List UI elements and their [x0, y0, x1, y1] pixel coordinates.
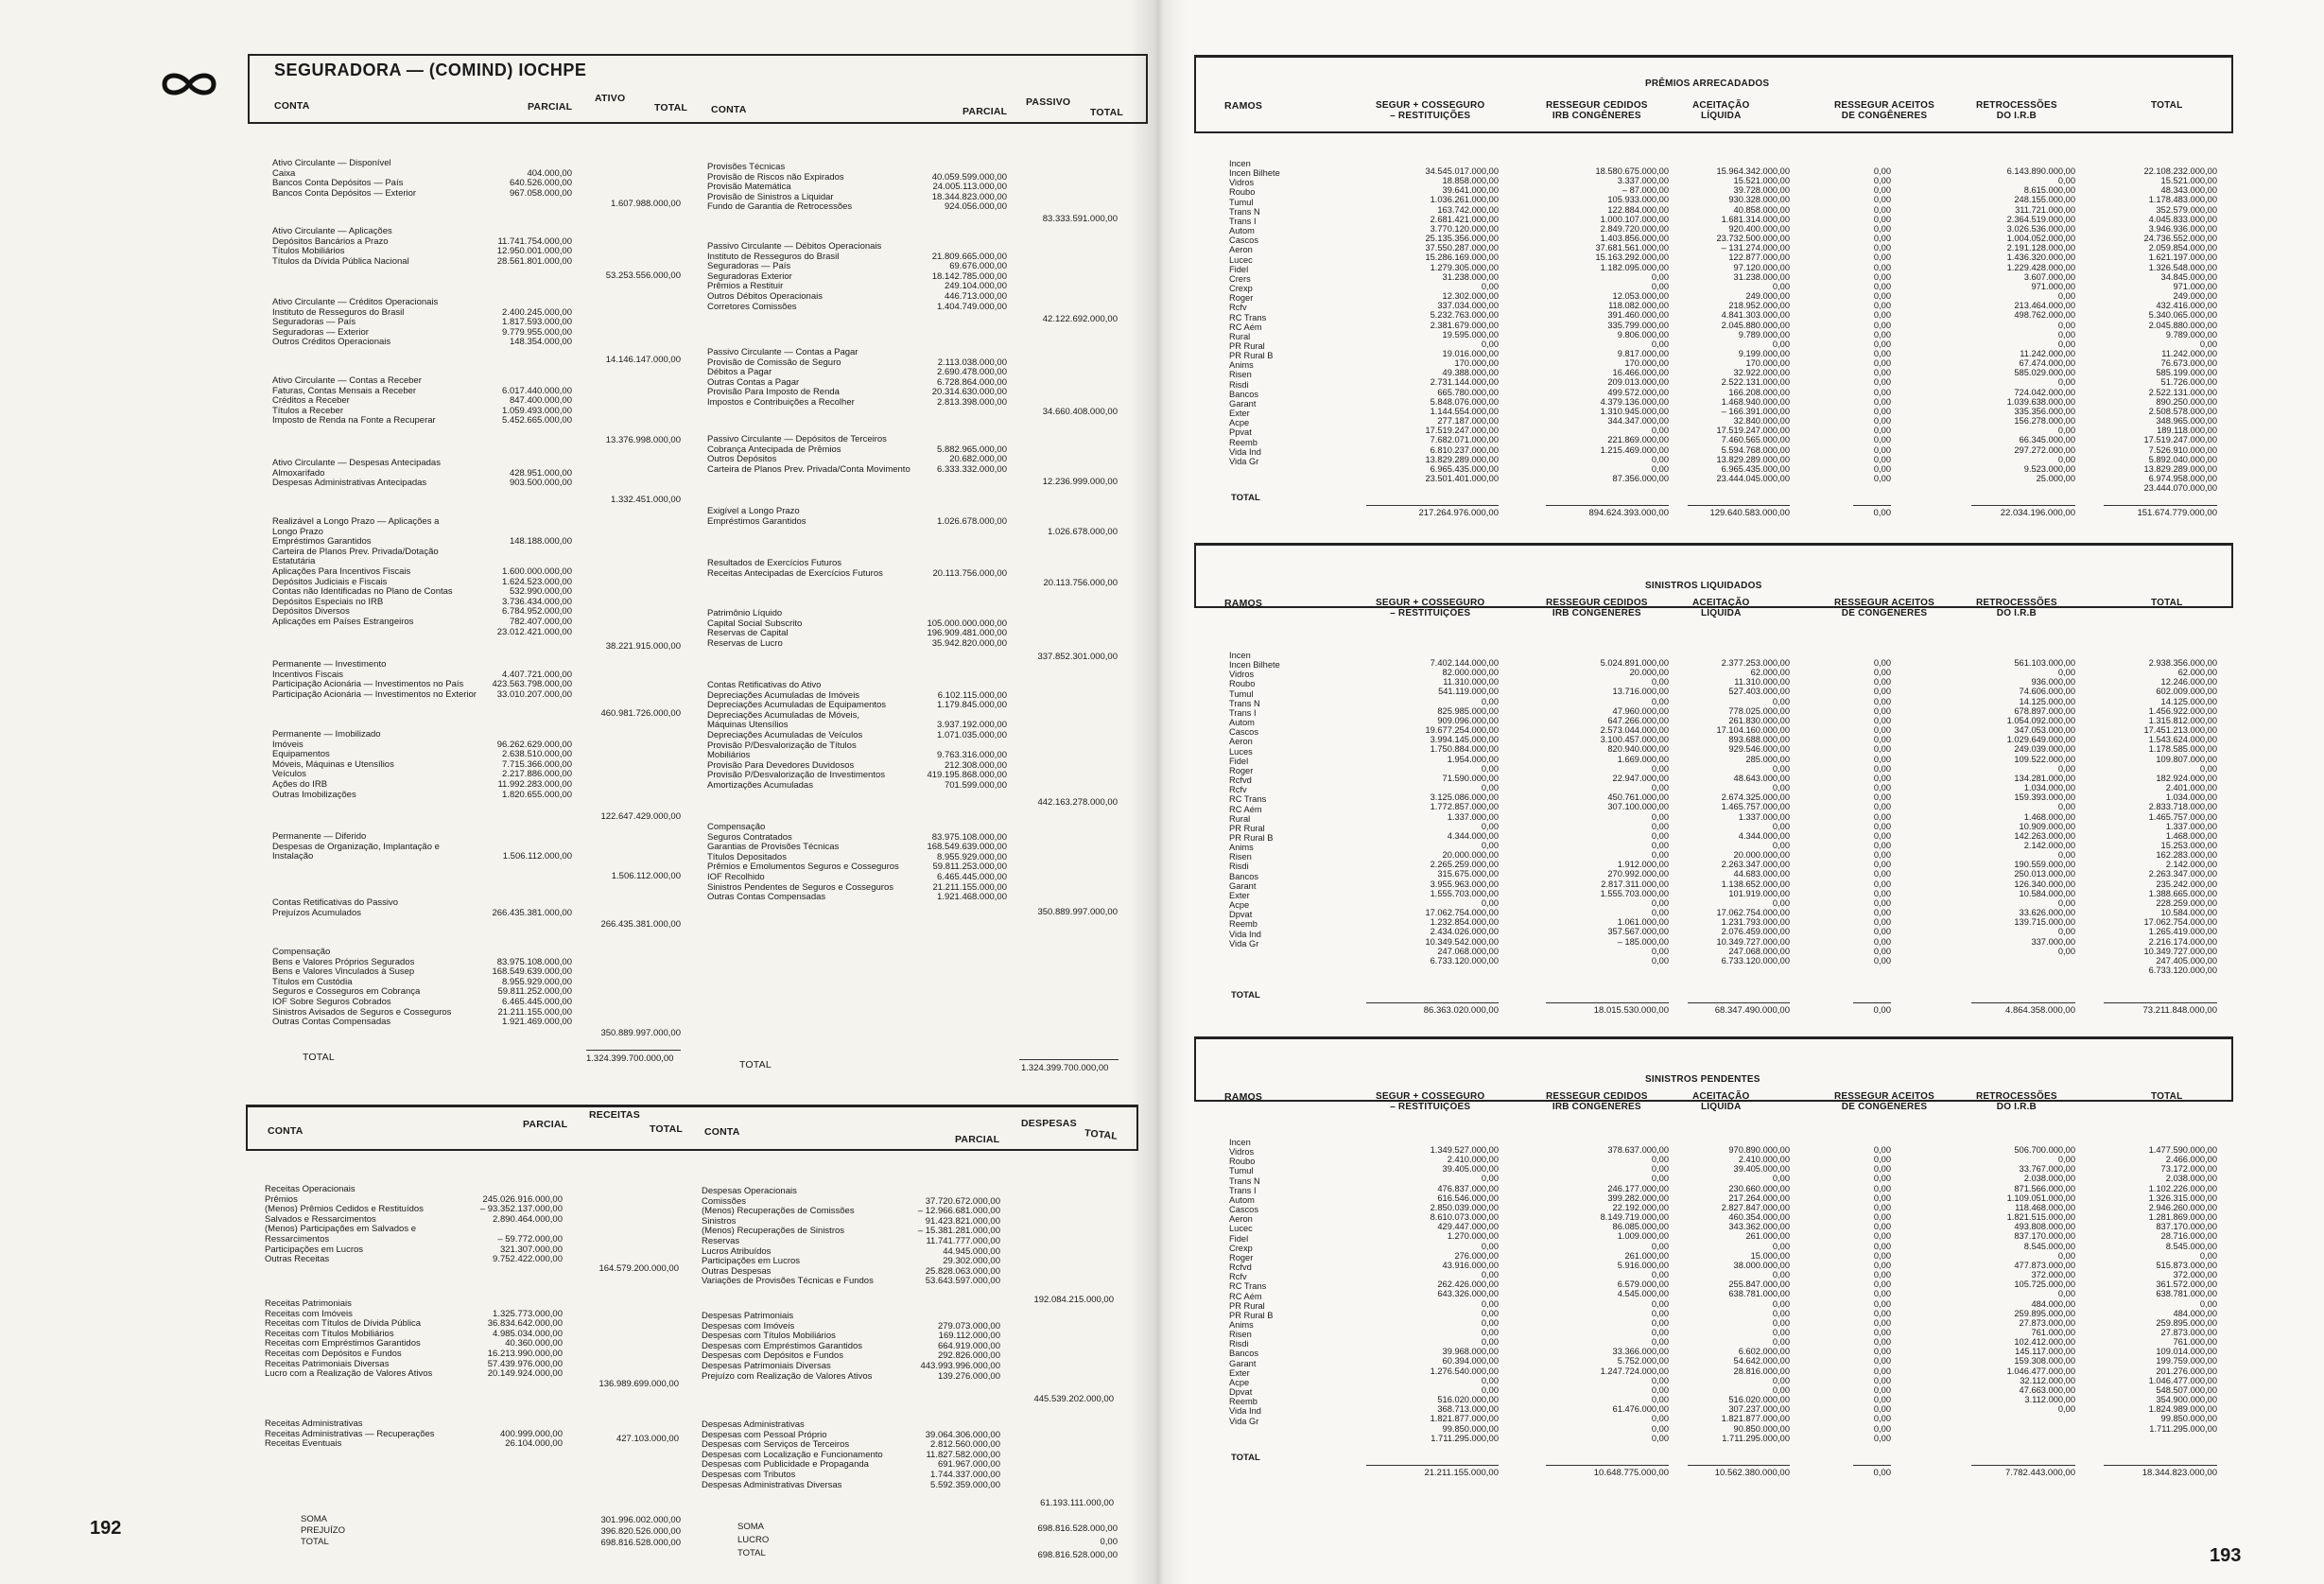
desp-parcial-header: PARCIAL	[955, 1134, 1000, 1145]
passivo-group-labels: Patrimônio Líquido Capital Social Subscrito Reservas de Capital Reservas de Lucro	[707, 608, 803, 649]
passivo-group-parcial: 5.882.965.000,00 20.682.000,00 6.333.332.000,00	[937, 444, 1007, 475]
despesas-group-total: 192.084.215.000,00	[1033, 1295, 1114, 1305]
passivo-group-parcial: 1.026.678.000,00	[937, 515, 1007, 527]
table-total-c2: 10.648.775.000,00	[1593, 1468, 1669, 1478]
passivo-grand-total: 1.324.399.700.000,00	[1021, 1063, 1109, 1073]
desp-total-header: TOTAL	[1084, 1127, 1119, 1142]
table-col-values-c3: 2.377.253.000,00 62.000,00 11.310.000,00 527.403.000,00 0,00 778.025.000,00 261.830.000,00 17.104.160.000,00 893.688.000,00 929.546.000,00 285.000,00 0,00 48.643.000,00 0,00 2.674.325.000,00 1.465.757.000,00 1.337.000,00 0,00 4.344.000,00 0,00 20.000.000,00 2.263.347.000,00 44.683.000,00 1.138.652.000,00 101.919.000,00 0,00 17.062.754.000,00 1.231.793.000,00 2.076.459.000,00 10.349.727.000,00 247.068.000,00 6.733.120.000,00	[1716, 658, 1790, 966]
ativo-group-parcial: 404.000,00 640.526.000,00 967.058.000,00	[509, 167, 572, 199]
passivo-total-header: TOTAL	[1090, 107, 1124, 118]
table-total-c4: 0,00	[1873, 1005, 1891, 1016]
despesas-summary-labels: SOMA LUCRO TOTAL	[737, 1522, 770, 1558]
ativo-group-total: 13.376.998.000,00	[605, 435, 681, 445]
table-col-values-c4: 0,00 0,00 0,00 0,00 0,00 0,00 0,00 0,00 0,00 0,00 0,00 0,00 0,00 0,00 0,00 0,00 0,00 0,00 0,00 0,00 0,00 0,00 0,00 0,00 0,00 0,00 0,00 0,00 0,00 0,00 0,00	[1873, 1145, 1891, 1443]
passivo-group-total: 42.122.692.000,00	[1042, 314, 1118, 324]
passivo-group-total: 12.236.999.000,00	[1042, 477, 1118, 487]
passivo-group-total: 1.026.678.000,00	[1048, 527, 1118, 537]
passivo-group-parcial: 105.000.000.000,00 196.909.481.000,00 35.942.820.000,00	[927, 618, 1007, 649]
despesas-group-total: 61.193.111.000,00	[1040, 1498, 1114, 1508]
table-header-box	[1194, 55, 2233, 133]
ativo-group-total: 38.221.915.000,00	[605, 641, 681, 652]
table-col-values-c4: 0,00 0,00 0,00 0,00 0,00 0,00 0,00 0,00 0,00 0,00 0,00 0,00 0,00 0,00 0,00 0,00 0,00 0,00 0,00 0,00 0,00 0,00 0,00 0,00 0,00 0,00 0,00 0,00 0,00 0,00 0,00 0,00 0,00	[1873, 166, 1891, 483]
table-col-values-c1: 34.545.017.000,00 18.858.000,00 39.641.000,00 1.036.261.000,00 163.742.000,00 2.681.421.000,00 3.770.120.000,00 25.135.356.000,00 37.550.287.000,00 15.286.169.000,00 1.279.305.000,00 31.238.000,00 0,00 12.302.000,00 337.034.000,00 5.232.763.000,00 2.381.679.000,00 19.595.000,00 0,00 19.016.000,00 170.000,00 49.388.000,00 2.731.144.000,00 665.780.000,00 5.848.076.000,00 1.144.554.000,00 277.187.000,00 17.519.247.000,00 7.682.071.000,00 6.810.237.000,00 13.829.289.000,00 6.965.435.000,00 23.501.401.000,00	[1425, 166, 1499, 483]
ativo-parcial-header: PARCIAL	[528, 101, 573, 113]
passivo-group-labels: Passivo Circulante — Depósitos de Terceiros Cobrança Antecipada de Prêmios Outros Depósitos Carteira de Planos Prev. Privada/Conta Movimento	[707, 434, 911, 475]
result-header-box	[246, 1105, 1138, 1151]
ativo-group-parcial: 428.951.000,00 903.500.000,00	[509, 467, 572, 489]
table-col-header-c2: RESSEGUR CEDIDOS IRB CONGÊNERES	[1546, 1091, 1648, 1112]
receitas-group-labels: Receitas Operacionais Prêmios (Menos) Prêmios Cedidos e Restituídos Salvados e Ressarcimentos (Menos) Participações em Salvados e Ressarcimentos Participações em Lucros Outras Receitas	[265, 1184, 424, 1265]
ativo-header: ATIVO	[595, 93, 626, 104]
company-title: SEGURADORA — (COMIND) IOCHPE	[274, 61, 587, 79]
ativo-grand-total: 1.324.399.700.000,00	[586, 1053, 674, 1064]
table-total-c6: 18.344.823.000,00	[2142, 1468, 2217, 1478]
table-col-header-c6: TOTAL	[2151, 100, 2183, 111]
passivo-group-parcial: 6.102.115.000,00 1.179.845.000,00 3.937.192.000,00 1.071.035.000,00 9.763.316.000,00 212.308.000,00 419.195.868.000,00 701.599.000,00	[927, 689, 1007, 791]
passivo-conta-header: CONTA	[711, 104, 747, 115]
table-total-rule	[1971, 505, 2075, 506]
table-total-rule	[1853, 1002, 1891, 1003]
passivo-group-labels: Provisões Técnicas Provisão de Riscos não Expirados Provisão Matemática Provisão de Sinistros a Liquidar Fundo de Garantia de Retrocessões	[707, 162, 853, 213]
passivo-group-labels: Contas Retificativas do Ativo Depreciações Acumuladas de Imóveis Depreciações Acumuladas de Equipamentos Depreciações Acumuladas de Móveis, Máquinas Utensílios Depreciações Acumuladas de Veículos Provisão P/Desvalorização de Títulos Mobiliários Provisão Para Devedores Duvidosos Provisão P/Desvalorização de Investimentos Amortizações Acumuladas	[707, 680, 887, 791]
rec-conta-header: CONTA	[268, 1125, 304, 1137]
ativo-conta-header: CONTA	[274, 100, 310, 112]
ramos-list: Incen Vidros Roubo Tumul Trans N Trans I Autom Cascos Aeron Lucec Fidel Crexp Roger Rcfvd Rcfv RC Trans RC Aém PR Rural PR Rural B Anims Risen Risdi Bancos Garant Exter Acpe Dpvat Reemb Vida Ind Vida Gr	[1229, 1138, 1274, 1426]
table-total-rule	[1971, 1465, 2075, 1466]
table-col-values-c1: 7.402.144.000,00 82.000.000,00 11.310.000,00 541.119.000,00 0,00 825.985.000,00 909.096.000,00 19.677.254.000,00 3.994.145.000,00 1.750.884.000,00 1.954.000,00 0,00 71.590.000,00 0,00 3.125.086.000,00 1.772.857.000,00 1.337.000,00 0,00 4.344.000,00 0,00 20.000.000,00 2.265.259.000,00 315.675.000,00 3.955.963.000,00 1.555.703.000,00 0,00 17.062.754.000,00 1.232.854.000,00 2.434.026.000,00 10.349.542.000,00 247.068.000,00 6.733.120.000,00	[1425, 658, 1499, 966]
passivo-group-parcial: 40.059.599.000,00 24.005.113.000,00 18.344.823.000,00 924.056.000,00	[931, 171, 1007, 213]
ativo-group-total: 266.435.381.000,00	[600, 919, 681, 930]
table-total-rule	[1971, 1002, 2075, 1003]
rec-total-header: TOTAL	[650, 1123, 684, 1135]
book-gutter	[1130, 0, 1187, 1584]
passivo-group-total: 20.113.756.000,00	[1043, 578, 1118, 588]
table-col-header-c6: TOTAL	[2151, 598, 2183, 608]
table-total-label: TOTAL	[1231, 1453, 1260, 1463]
table-col-values-c2: 5.024.891.000,00 20.000,00 0,00 13.716.000,00 0,00 47.960.000,00 647.266.000,00 2.573.044.000,00 3.100.457.000,00 820.940.000,00 1.669.000,00 0,00 22.947.000,00 0,00 450.761.000,00 307.100.000,00 0,00 0,00 0,00 0,00 0,00 1.912.000,00 270.992.000,00 2.817.311.000,00 1.555.703.000,00 0,00 0,00 1.061.000,00 357.567.000,00 – 185.000,00 0,00 0,00	[1600, 658, 1669, 966]
passivo-group-total: 83.333.591.000,00	[1042, 214, 1118, 224]
ativo-total-header: TOTAL	[654, 102, 688, 113]
passivo-parcial-header: PARCIAL	[963, 106, 1008, 117]
table-total-c2: 18.015.530.000,00	[1593, 1005, 1669, 1016]
table-col-header-c5: RETROCESSÕES DO I.R.B	[1976, 100, 2057, 121]
left-page-number: 192	[90, 1518, 122, 1539]
table-col-header-c2: RESSEGUR CEDIDOS IRB CONGÊNERES	[1546, 100, 1648, 121]
ativo-group-labels: Compensação Bens e Valores Próprios Segurados Bens e Valores Vinculados à Susep Títulos em Custódia Seguros e Cosseguros em Cobrança IOF Sobre Seguros Cobrados Sinistros Avisados de Seguros e Cosseguros Outras Contas Compensadas	[272, 947, 452, 1028]
table-col-values-c2: 378.637.000,00 0,00 0,00 0,00 246.177.000,00 399.282.000,00 22.192.000,00 8.149.719.000,00 86.085.000,00 1.009.000,00 0,00 261.000,00 5.916.000,00 0,00 6.579.000,00 4.545.000,00 0,00 0,00 0,00 0,00 0,00 33.366.000,00 5.752.000,00 1.247.724.000,00 0,00 0,00 0,00 61.476.000,00 0,00 0,00 0,00	[1600, 1145, 1669, 1443]
despesas-header: DESPESAS	[1021, 1118, 1077, 1129]
ativo-group-labels: Realizável a Longo Prazo — Aplicações a Longo Prazo Empréstimos Garantidos Carteira de Planos Prev. Privada/Dotação Estatutária Aplicações Para Incentivos Fiscais Depósitos Judiciais e Fiscais Contas não Identificadas no Plano de Contas Depósitos Especiais no IRB Depósitos Diversos Aplicações em Países Estrangeiros	[272, 516, 453, 627]
rec-parcial-header: PARCIAL	[523, 1119, 568, 1130]
passivo-group-labels: Compensação Seguros Contratados Garantias de Provisões Técnicas Títulos Depositados Prêmios e Emolumentos Seguros e Cosseguros IOF Recolhido Sinistros Pendentes de Seguros e Cosseguros Outras Contas Compensadas	[707, 822, 899, 903]
table-col-header-c1: SEGUR + COSSEGURO – RESTITUIÇÕES	[1376, 100, 1485, 121]
receitas-group-parcial: 245.026.916.000,00 – 93.352.137.000,00 2.890.464.000,00 – 59.772.000,00 321.307.000,00 9.752.422.000,00	[479, 1193, 563, 1265]
table-col-values-c1: 1.349.527.000,00 2.410.000,00 39.405.000,00 0,00 476.837.000,00 616.546.000,00 2.850.039.000,00 8.610.073.000,00 429.447.000,00 1.270.000,00 0,00 276.000,00 43.916.000,00 0,00 262.426.000,00 643.326.000,00 0,00 0,00 0,00 0,00 0,00 39.968.000,00 60.394.000,00 1.276.540.000,00 0,00 0,00 516.020.000,00 368.713.000,00 1.821.877.000,00 99.850.000,00 1.711.295.000,00	[1430, 1145, 1499, 1443]
table-col-header-c1: SEGUR + COSSEGURO – RESTITUIÇÕES	[1376, 1091, 1485, 1112]
ativo-group-total: 1.332.451.000,00	[611, 495, 681, 505]
passivo-group-total: 34.660.408.000,00	[1042, 407, 1118, 417]
ativo-group-labels: Ativo Circulante — Créditos Operacionais Instituto de Resseguros do Brasil Seguradoras — País Seguradoras — Exterior Outros Créditos Operacionais	[272, 297, 439, 348]
table-col-values-c2: 18.580.675.000,00 3.337.000,00 – 87.000,00 105.933.000,00 122.884.000,00 1.000.107.000,00 2.849.720.000,00 1.403.856.000,00 37.681.561.000,00 15.163.292.000,00 1.182.095.000,00 0,00 0,00 12.053.000,00 118.082.000,00 391.460.000,00 335.799.000,00 9.806.000,00 0,00 9.817.000,00 170.000,00 16.466.000,00 209.013.000,00 499.572.000,00 4.379.136.000,00 1.310.945.000,00 344.347.000,00 0,00 221.869.000,00 1.215.469.000,00 0,00 0,00 87.356.000,00	[1595, 166, 1669, 483]
despesas-group-labels: Despesas Administrativas Despesas com Pessoal Próprio Despesas com Serviços de Terceiros Despesas com Localização e Funcionamento Despesas com Publicidade e Propaganda Despesas com Tributos Despesas Administrativas Diversas	[702, 1419, 883, 1490]
table-total-c6: 73.211.848.000,00	[2142, 1005, 2217, 1016]
table-total-c3: 10.562.380.000,00	[1714, 1468, 1790, 1478]
table-col-header-c2: RESSEGUR CEDIDOS IRB CONGÊNERES	[1546, 598, 1648, 618]
passivo-total-rule	[1019, 1059, 1119, 1060]
table-total-rule	[1546, 1002, 1669, 1003]
table-total-rule	[2104, 1465, 2217, 1466]
receitas-summary-labels: SOMA PREJUÍZO TOTAL	[301, 1514, 345, 1547]
table-total-label: TOTAL	[1231, 493, 1260, 503]
table-total-c6: 151.674.779.000,00	[2137, 508, 2217, 518]
ativo-group-total: 1.607.988.000,00	[611, 199, 681, 209]
table-total-c5: 4.864.358.000,00	[2005, 1005, 2075, 1016]
ativo-group-labels: Permanente — Imobilizado Imóveis Equipamentos Móveis, Máquinas e Utensílios Veículos Ações do IRB Outras Imobilizações	[272, 729, 394, 800]
table-title: SINISTROS PENDENTES	[1645, 1074, 1760, 1085]
table-total-c1: 21.211.155.000,00	[1424, 1468, 1499, 1478]
passivo-group-total: 350.889.997.000,00	[1037, 907, 1118, 917]
passivo-group-parcial: 20.113.756.000,00	[932, 567, 1007, 579]
passivo-group-labels: Exigível a Longo Prazo Empréstimos Garantidos	[707, 506, 806, 527]
table-total-c3: 68.347.490.000,00	[1714, 1005, 1790, 1016]
receitas-group-total: 427.103.000,00	[616, 1434, 679, 1444]
table-total-rule	[1688, 505, 1790, 506]
table-total-rule	[1853, 505, 1891, 506]
table-col-values-c6: 2.938.356.000,00 62.000,00 12.246.000,00 602.009.000,00 14.125.000,00 1.456.922.000,00 1.315.812.000,00 17.451.213.000,00 1.543.624.000,00 1.178.585.000,00 109.807.000,00 0,00 182.924.000,00 2.401.000,00 1.034.000,00 2.833.718.000,00 1.465.757.000,00 1.337.000,00 1.468.000,00 15.253.000,00 162.283.000,00 2.142.000,00 2.263.347.000,00 235.242.000,00 1.388.665.000,00 228.259.000,00 10.584.000,00 17.062.754.000,00 1.265.419.000,00 2.216.174.000,00 10.349.727.000,00 247.405.000,00 6.733.120.000,00	[2143, 658, 2217, 975]
ramos-header: RAMOS	[1224, 100, 1263, 112]
receitas-header: RECEITAS	[589, 1109, 640, 1121]
table-title: SINISTROS LIQUIDADOS	[1645, 581, 1762, 591]
ativo-group-total: 460.981.726.000,00	[600, 708, 681, 719]
passivo-group-parcial: 83.975.108.000,00 168.549.639.000,00 8.955.929.000,00 59.811.253.000,00 6.465.445.000,00 21.211.155.000,00 1.921.468.000,00	[927, 831, 1007, 903]
despesas-summary-values: 698.816.528.000,00 0,00 698.816.528.000,00	[1037, 1523, 1118, 1560]
table-col-values-c3: 970.890.000,00 2.410.000,00 39.405.000,00 0,00 230.660.000,00 217.264.000,00 2.827.847.000,00 460.354.000,00 343.362.000,00 261.000,00 0,00 15.000,00 38.000.000,00 0,00 255.847.000,00 638.781.000,00 0,00 0,00 0,00 0,00 0,00 6.602.000,00 54.642.000,00 28.816.000,00 0,00 0,00 516.020.000,00 307.237.000,00 1.821.877.000,00 90.850.000,00 1.711.295.000,00	[1721, 1145, 1790, 1443]
ramos-header: RAMOS	[1224, 598, 1263, 609]
receitas-group-parcial: 1.325.773.000,00 36.834.642.000,00 4.985.034.000,00 40.360.000,00 16.213.990.000,00 57.439.976.000,00 20.149.924.000,00	[487, 1308, 563, 1380]
table-total-c1: 217.264.976.000,00	[1418, 508, 1499, 518]
table-col-header-c5: RETROCESSÕES DO I.R.B	[1976, 1091, 2057, 1112]
receitas-group-total: 164.579.200.000,00	[598, 1263, 679, 1274]
table-total-c4: 0,00	[1873, 508, 1891, 518]
ativo-group-total: 350.889.997.000,00	[600, 1028, 681, 1038]
table-col-header-c5: RETROCESSÕES DO I.R.B	[1976, 598, 2057, 618]
passivo-total-label: TOTAL	[739, 1059, 772, 1071]
table-col-header-c4: RESSEGUR ACEITOS DE CONGÊNERES	[1834, 1091, 1934, 1112]
table-total-c2: 894.624.393.000,00	[1588, 508, 1669, 518]
table-col-header-c3: ACEITAÇÃO LÍQUIDA	[1692, 598, 1750, 618]
table-total-rule	[1688, 1002, 1790, 1003]
ativo-group-parcial: 2.400.245.000,00 1.817.593.000,00 9.779.955.000,00 148.354.000,00	[502, 306, 572, 348]
table-title: PRÊMIOS ARRECADADOS	[1645, 78, 1770, 89]
ativo-group-total: 53.253.556.000,00	[605, 270, 681, 281]
despesas-group-parcial: 279.073.000,00 169.112.000,00 664.919.000,00 292.826.000,00 443.993.996.000,00 139.276.000,00	[920, 1320, 1000, 1382]
despesas-group-total: 445.539.202.000,00	[1033, 1394, 1114, 1404]
passivo-group-labels: Passivo Circulante — Contas a Pagar Provisão de Comissão de Seguro Débitos a Pagar Outras Contas a Pagar Provisão Para Imposto de Renda Impostos e Contribuições a Recolher	[707, 347, 858, 408]
table-col-header-c6: TOTAL	[2151, 1091, 2183, 1102]
ativo-group-parcial: 83.975.108.000,00 168.549.639.000,00 8.955.929.000,00 59.811.252.000,00 6.465.445.000,00 21.211.155.000,00 1.921.469.000,00	[492, 956, 572, 1028]
table-col-header-c1: SEGUR + COSSEGURO – RESTITUIÇÕES	[1376, 598, 1485, 618]
passivo-group-labels: Resultados de Exercícios Futuros Receitas Antecipadas de Exercícios Futuros	[707, 558, 883, 579]
passivo-header: PASSIVO	[1026, 96, 1071, 108]
table-col-values-c3: 15.964.342.000,00 15.521.000,00 39.728.000,00 930.328.000,00 40.858.000,00 1.681.314.000,00 920.400.000,00 23.732.500.000,00 – 131.274.000,00 122.877.000,00 97.120.000,00 31.238.000,00 0,00 249.000,00 218.952.000,00 4.841.303.000,00 2.045.880.000,00 9.789.000,00 0,00 9.199.000,00 170.000,00 32.922.000,00 2.522.131.000,00 166.208.000,00 1.468.940.000,00 – 166.391.000,00 32.840.000,00 17.519.247.000,00 7.460.565.000,00 5.594.768.000,00 13.829.289.000,00 6.965.435.000,00 23.444.045.000,00	[1716, 166, 1790, 483]
table-col-values-c5: 6.143.890.000,00 0,00 8.615.000,00 248.155.000,00 311.721.000,00 2.364.519.000,00 3.026.536.000,00 1.004.052.000,00 2.191.128.000,00 1.436.320.000,00 1.229.428.000,00 3.607.000,00 971.000,00 0,00 213.464.000,00 498.762.000,00 0,00 0,00 0,00 11.242.000,00 67.474.000,00 585.029.000,00 0,00 724.042.000,00 1.039.638.000,00 335.356.000,00 156.278.000,00 0,00 66.345.000,00 297.272.000,00 0,00 9.523.000,00 25.000,00	[2006, 166, 2075, 483]
ativo-group-labels: Ativo Circulante — Contas a Receber Faturas, Contas Mensais a Receber Créditos a Receber Títulos a Receber Imposto de Renda na Fonte a Recuperar	[272, 375, 436, 426]
ativo-group-labels: Permanente — Investimento Incentivos Fiscais Participação Acionária — Investimentos no País Participação Acionária — Investimentos no Exterior	[272, 659, 477, 700]
ativo-group-parcial: 4.407.721.000,00 423.563.798.000,00 33.010.207.000,00	[492, 669, 572, 700]
table-total-rule	[1366, 1465, 1499, 1466]
table-total-rule	[1688, 1465, 1790, 1466]
ativo-group-parcial: 1.506.112.000,00	[502, 851, 572, 862]
ativo-group-parcial: 148.188.000,00 1.600.000.000,00 1.624.523.000,00 532.990.000,00 3.736.434.000,00 6.784.952.000,00 782.407.000,00 23.012.421.000,00	[496, 536, 572, 637]
table-total-c4: 0,00	[1873, 1468, 1891, 1478]
ativo-group-parcial: 11.741.754.000,00 12.950.001.000,00 28.561.801.000,00	[496, 235, 572, 267]
ativo-total-label: TOTAL	[303, 1052, 335, 1063]
ativo-group-total: 14.146.147.000,00	[605, 355, 681, 365]
ativo-group-labels: Permanente — Diferido Despesas de Organização, Implantação e Instalação	[272, 831, 440, 862]
table-col-header-c3: ACEITAÇÃO LÍQUIDA	[1692, 1091, 1750, 1112]
table-total-label: TOTAL	[1231, 990, 1260, 1001]
ativo-group-total: 1.506.112.000,00	[611, 871, 681, 881]
table-col-values-c6: 22.108.232.000,00 15.521.000,00 48.343.000,00 1.178.483.000,00 352.579.000,00 4.045.833.000,00 3.946.936.000,00 24.736.552.000,00 2.059.854.000,00 1.621.197.000,00 1.326.548.000,00 34.845.000,00 971.000,00 249.000,00 432.416.000,00 5.340.065.000,00 2.045.880.000,00 9.789.000,00 0,00 11.242.000,00 76.673.000,00 585.199.000,00 51.726.000,00 2.522.131.000,00 890.250.000,00 2.508.578.000,00 348.965.000,00 189.118.000,00 17.519.247.000,00 7.526.910.000,00 5.892.040.000,00 13.829.289.000,00 6.974.958.000,00 23.444.070.000,00	[2143, 166, 2217, 494]
table-total-c5: 7.782.443.000,00	[2005, 1468, 2075, 1478]
right-page-number: 193	[2210, 1545, 2242, 1566]
ativo-group-parcial: 266.435.381.000,00	[492, 907, 572, 918]
table-total-rule	[1366, 505, 1499, 506]
despesas-group-parcial: 39.064.306.000,00 2.812.560.000,00 11.827.582.000,00 691.967.000,00 1.744.337.000,00 5.592.359.000,00	[925, 1429, 1000, 1490]
table-total-c1: 86.363.020.000,00	[1423, 1005, 1499, 1016]
ramos-list: Incen Incen Bilhete Vidros Roubo Tumul Trans N Trans I Autom Cascos Aeron Lucec Fidel Crers Crexp Roger Rcfv RC Trans RC Aém Rural PR Rural PR Rural B Anims Risen Risdi Bancos Garant Exter Acpe Ppvat Reemb Vida Ind Vida Gr	[1229, 159, 1280, 466]
ativo-group-labels: Ativo Circulante — Disponível Caixa Bancos Conta Depósitos — País Bancos Conta Depósitos — Exterior	[272, 158, 417, 199]
passivo-group-total: 442.163.278.000,00	[1037, 797, 1118, 808]
table-col-values-c4: 0,00 0,00 0,00 0,00 0,00 0,00 0,00 0,00 0,00 0,00 0,00 0,00 0,00 0,00 0,00 0,00 0,00 0,00 0,00 0,00 0,00 0,00 0,00 0,00 0,00 0,00 0,00 0,00 0,00 0,00 0,00 0,00	[1873, 658, 1891, 966]
table-total-rule	[1546, 1465, 1669, 1466]
receitas-group-labels: Receitas Patrimoniais Receitas com Imóveis Receitas com Títulos de Dívida Pública Receitas com Títulos Mobiliários Receitas com Empréstimos Garantidos Receitas com Depósitos e Fundos Receitas Patrimoniais Diversas Lucro com a Realização de Valores Ativos	[265, 1298, 433, 1380]
table-col-values-c5: 506.700.000,00 0,00 33.767.000,00 2.038.000,00 871.566.000,00 1.109.051.000,00 118.468.000,00 1.821.515.000,00 493.808.000,00 837.170.000,00 8.545.000,00 0,00 477.873.000,00 372.000,00 105.725.000,00 0,00 484.000,00 259.895.000,00 27.873.000,00 761.000,00 102.412.000,00 145.117.000,00 159.308.000,00 1.046.477.000,00 32.112.000,00 47.663.000,00 3.112.000,00 0,00	[2006, 1145, 2075, 1415]
despesas-group-labels: Despesas Patrimoniais Despesas com Imóveis Despesas com Títulos Mobiliários Despesas com Empréstimos Garantidos Despesas com Depósitos e Fundos Despesas Patrimoniais Diversas Prejuízo com Realização de Valores Ativos	[702, 1311, 873, 1382]
receitas-group-labels: Receitas Administrativas Receitas Administrativas — Recuperações Receitas Eventuais	[265, 1419, 435, 1450]
desp-conta-header: CONTA	[704, 1126, 740, 1138]
ativo-total-rule	[586, 1050, 681, 1051]
passivo-group-parcial: 21.809.665.000,00 69.676.000,00 18.142.785.000,00 249.104.000,00 446.713.000,00 1.404.749.000,00	[931, 251, 1007, 312]
ativo-group-parcial: 96.262.629.000,00 2.638.510.000,00 7.715.366.000,00 2.217.886.000,00 11.992.283.000,00 1.820.655.000,00	[496, 739, 572, 800]
receitas-group-parcial: 400.999.000,00 26.104.000,00	[499, 1428, 563, 1450]
table-col-values-c5: 561.103.000,00 0,00 936.000,00 74.606.000,00 14.125.000,00 678.897.000,00 1.054.092.000,00 347.053.000,00 1.029.649.000,00 249.039.000,00 109.522.000,00 0,00 134.281.000,00 1.034.000,00 159.393.000,00 0,00 1.468.000,00 10.909.000,00 142.263.000,00 2.142.000,00 0,00 190.559.000,00 250.013.000,00 126.340.000,00 10.584.000,00 0,00 33.626.000,00 139.715.000,00 0,00 337.000,00 0,00	[2006, 658, 2075, 956]
passivo-group-parcial: 2.113.038.000,00 2.690.478.000,00 6.728.864.000,00 20.314.630.000,00 2.813.398.000,00	[931, 357, 1007, 408]
table-total-rule	[1546, 505, 1669, 506]
ativo-group-labels: Ativo Circulante — Aplicações Depósitos Bancários a Prazo Títulos Mobiliários Títulos da Dívida Pública Nacional	[272, 226, 409, 267]
ramos-list: Incen Incen Bilhete Vidros Roubo Tumul Trans N Trans I Autom Cascos Aeron Luces Fidel Roger Rcfvd Rcfv RC Trans RC Aém Rural PR Rural PR Rural B Anims Risen Risdi Bancos Garant Exter Acpe Dpvat Reemb Vida Ind Vida Gr	[1229, 651, 1280, 949]
table-total-rule	[1366, 1002, 1499, 1003]
passivo-group-labels: Passivo Circulante — Débitos Operacionais Instituto de Resseguros do Brasil Seguradoras — País Seguradoras Exterior Prêmios a Restituir Outros Débitos Operacionais Corretores Comissões	[707, 241, 882, 312]
table-col-header-c3: ACEITAÇÃO LÍQUIDA	[1692, 100, 1750, 121]
table-col-header-c4: RESSEGUR ACEITOS DE CONGÊNERES	[1834, 598, 1934, 618]
ramos-header: RAMOS	[1224, 1091, 1263, 1103]
table-total-rule	[2104, 505, 2217, 506]
ativo-group-total: 122.647.429.000,00	[600, 811, 681, 822]
receitas-group-total: 136.989.699.000,00	[598, 1379, 679, 1389]
table-col-values-c6: 1.477.590.000,00 2.466.000,00 73.172.000,00 2.038.000,00 1.102.226.000,00 1.326.315.000,00 2.946.260.000,00 1.281.869.000,00 837.170.000,00 28.716.000,00 8.545.000,00 0,00 515.873.000,00 372.000,00 361.572.000,00 638.781.000,00 0,00 484.000,00 259.895.000,00 27.873.000,00 761.000,00 109.014.000,00 199.759.000,00 201.276.000,00 1.046.477.000,00 548.507.000,00 354.900.000,00 1.824.989.000,00 99.850.000,00 1.711.295.000,00	[2148, 1145, 2217, 1434]
ativo-group-parcial: 6.017.440.000,00 847.400.000,00 1.059.493.000,00 5.452.665.000,00	[502, 385, 572, 426]
infinity-logo-icon	[161, 70, 217, 103]
receitas-summary-values: 301.996.002.000,00 396.820.526.000,00 698.816.528.000,00	[600, 1515, 681, 1548]
table-total-rule	[2104, 1002, 2217, 1003]
ativo-group-labels: Ativo Circulante — Despesas Antecipadas Almoxarifado Despesas Administrativas Antecipadas	[272, 458, 441, 489]
table-col-header-c4: RESSEGUR ACEITOS DE CONGÊNERES	[1834, 100, 1934, 121]
despesas-group-parcial: 37.720.672.000,00 – 12.966.681.000,00 91.423.821.000,00 – 15.381.281.000,00 11.741.777.000,00 44.945.000,00 29.302.000,00 25.828.063.000,00 53.643.597.000,00	[917, 1195, 1000, 1287]
despesas-group-labels: Despesas Operacionais Comissões (Menos) Recuperações de Comissões Sinistros (Menos) Recuperações de Sinistros Reservas Lucros Atribuídos Participações em Lucros Outras Despesas Variações de Provisões Técnicas e Fundos	[702, 1186, 874, 1287]
ativo-group-labels: Contas Retificativas do Passivo Prejuízos Acumulados	[272, 897, 399, 918]
table-total-rule	[1853, 1465, 1891, 1466]
table-total-c5: 22.034.196.000,00	[2000, 508, 2075, 518]
table-total-c3: 129.640.583.000,00	[1709, 508, 1790, 518]
passivo-group-total: 337.852.301.000,00	[1037, 652, 1118, 662]
